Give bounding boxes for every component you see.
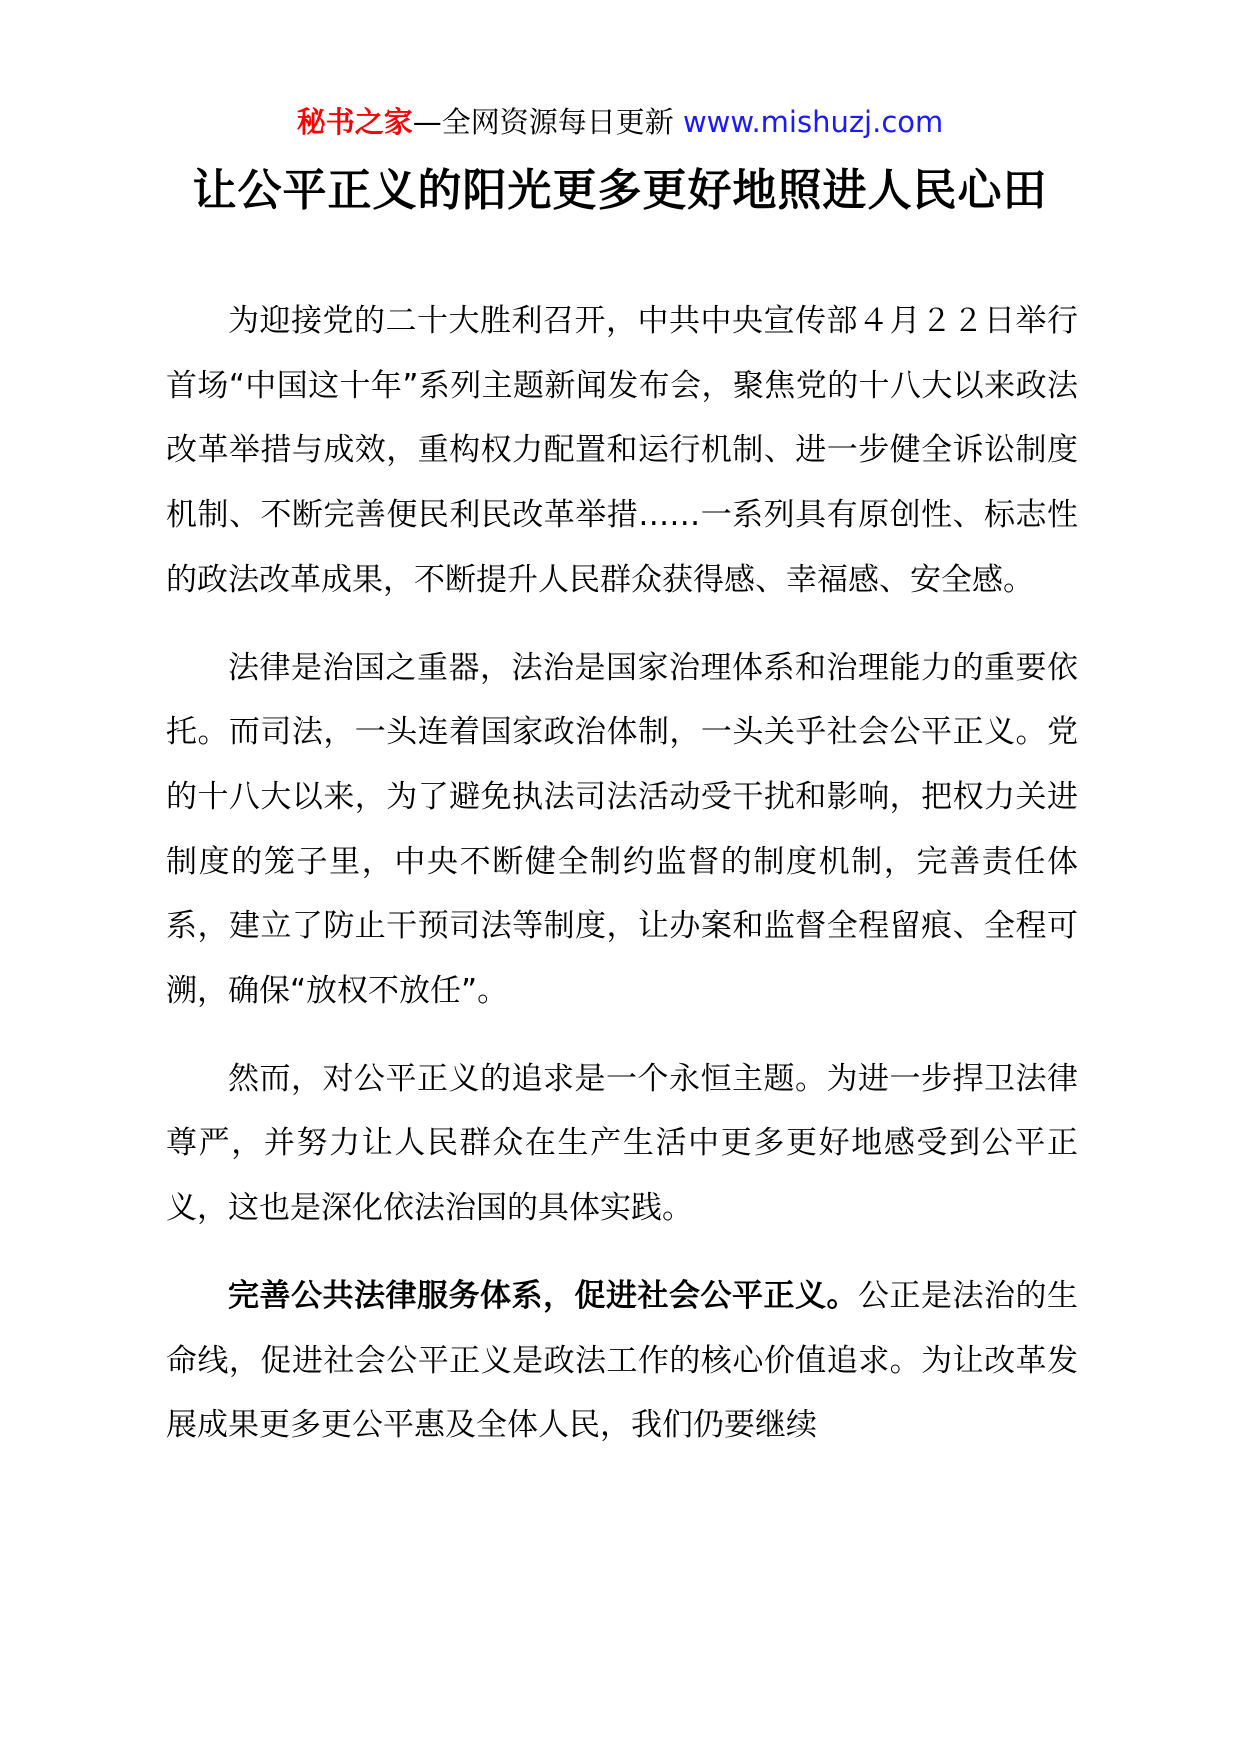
document-title: 让公平正义的阳光更多更好地照进人民心田 [192, 165, 1048, 216]
paragraph-4-text: 公正是法治的生命线，促进社会公平正义是政法工作的核心价值追求。为让改革发展成果更多更公平惠及全体人民，我们仍要继续 [166, 1277, 1078, 1444]
header-tagline: —全网资源每日更新 [412, 105, 674, 139]
document-body [166, 289, 1078, 1481]
header-banner [0, 102, 1240, 142]
paragraph-1: 为迎接党的二十大胜利召开，中共中央宣传部４月２２日举行首场“中国这十年”系列主题新闻发布会，聚焦党的十八大以来政法改革举措与成效，重构权力配置和运行机制、进一步健全诉讼制度机制、不断完善便民利民改革举措……一系列具有原创性、标志性的政法改革成果，不断提升人民群众获得感、幸福感、安全感。 [166, 303, 1078, 598]
paragraph-4 [166, 1264, 1078, 1458]
brand-name: 秘书之家 [296, 105, 413, 139]
website-link[interactable]: www.mishuzj.com [682, 105, 944, 139]
paragraph-4-lead: 完善公共法律服务体系，促进社会公平正义。 [228, 1277, 858, 1314]
paragraph-3: 然而，对公平正义的追求是一个永恒主题。为进一步捍卫法律尊严，并努力让人民群众在生产生活中更多更好地感受到公平正义，这也是深化依法治国的具体实践。 [166, 1060, 1078, 1227]
paragraph-2: 法律是治国之重器，法治是国家治理体系和治理能力的重要依托。而司法，一头连着国家政治体制，一头关乎社会公平正义。党的十八大以来，为了避免执法司法活动受干扰和影响，把权力关进制度的笼子里，中央不断健全制约监督的制度机制，完善责任体系，建立了防止干预司法等制度，让办案和监督全程留痕、全程可溯，确保“放权不放任”。 [166, 649, 1078, 1010]
